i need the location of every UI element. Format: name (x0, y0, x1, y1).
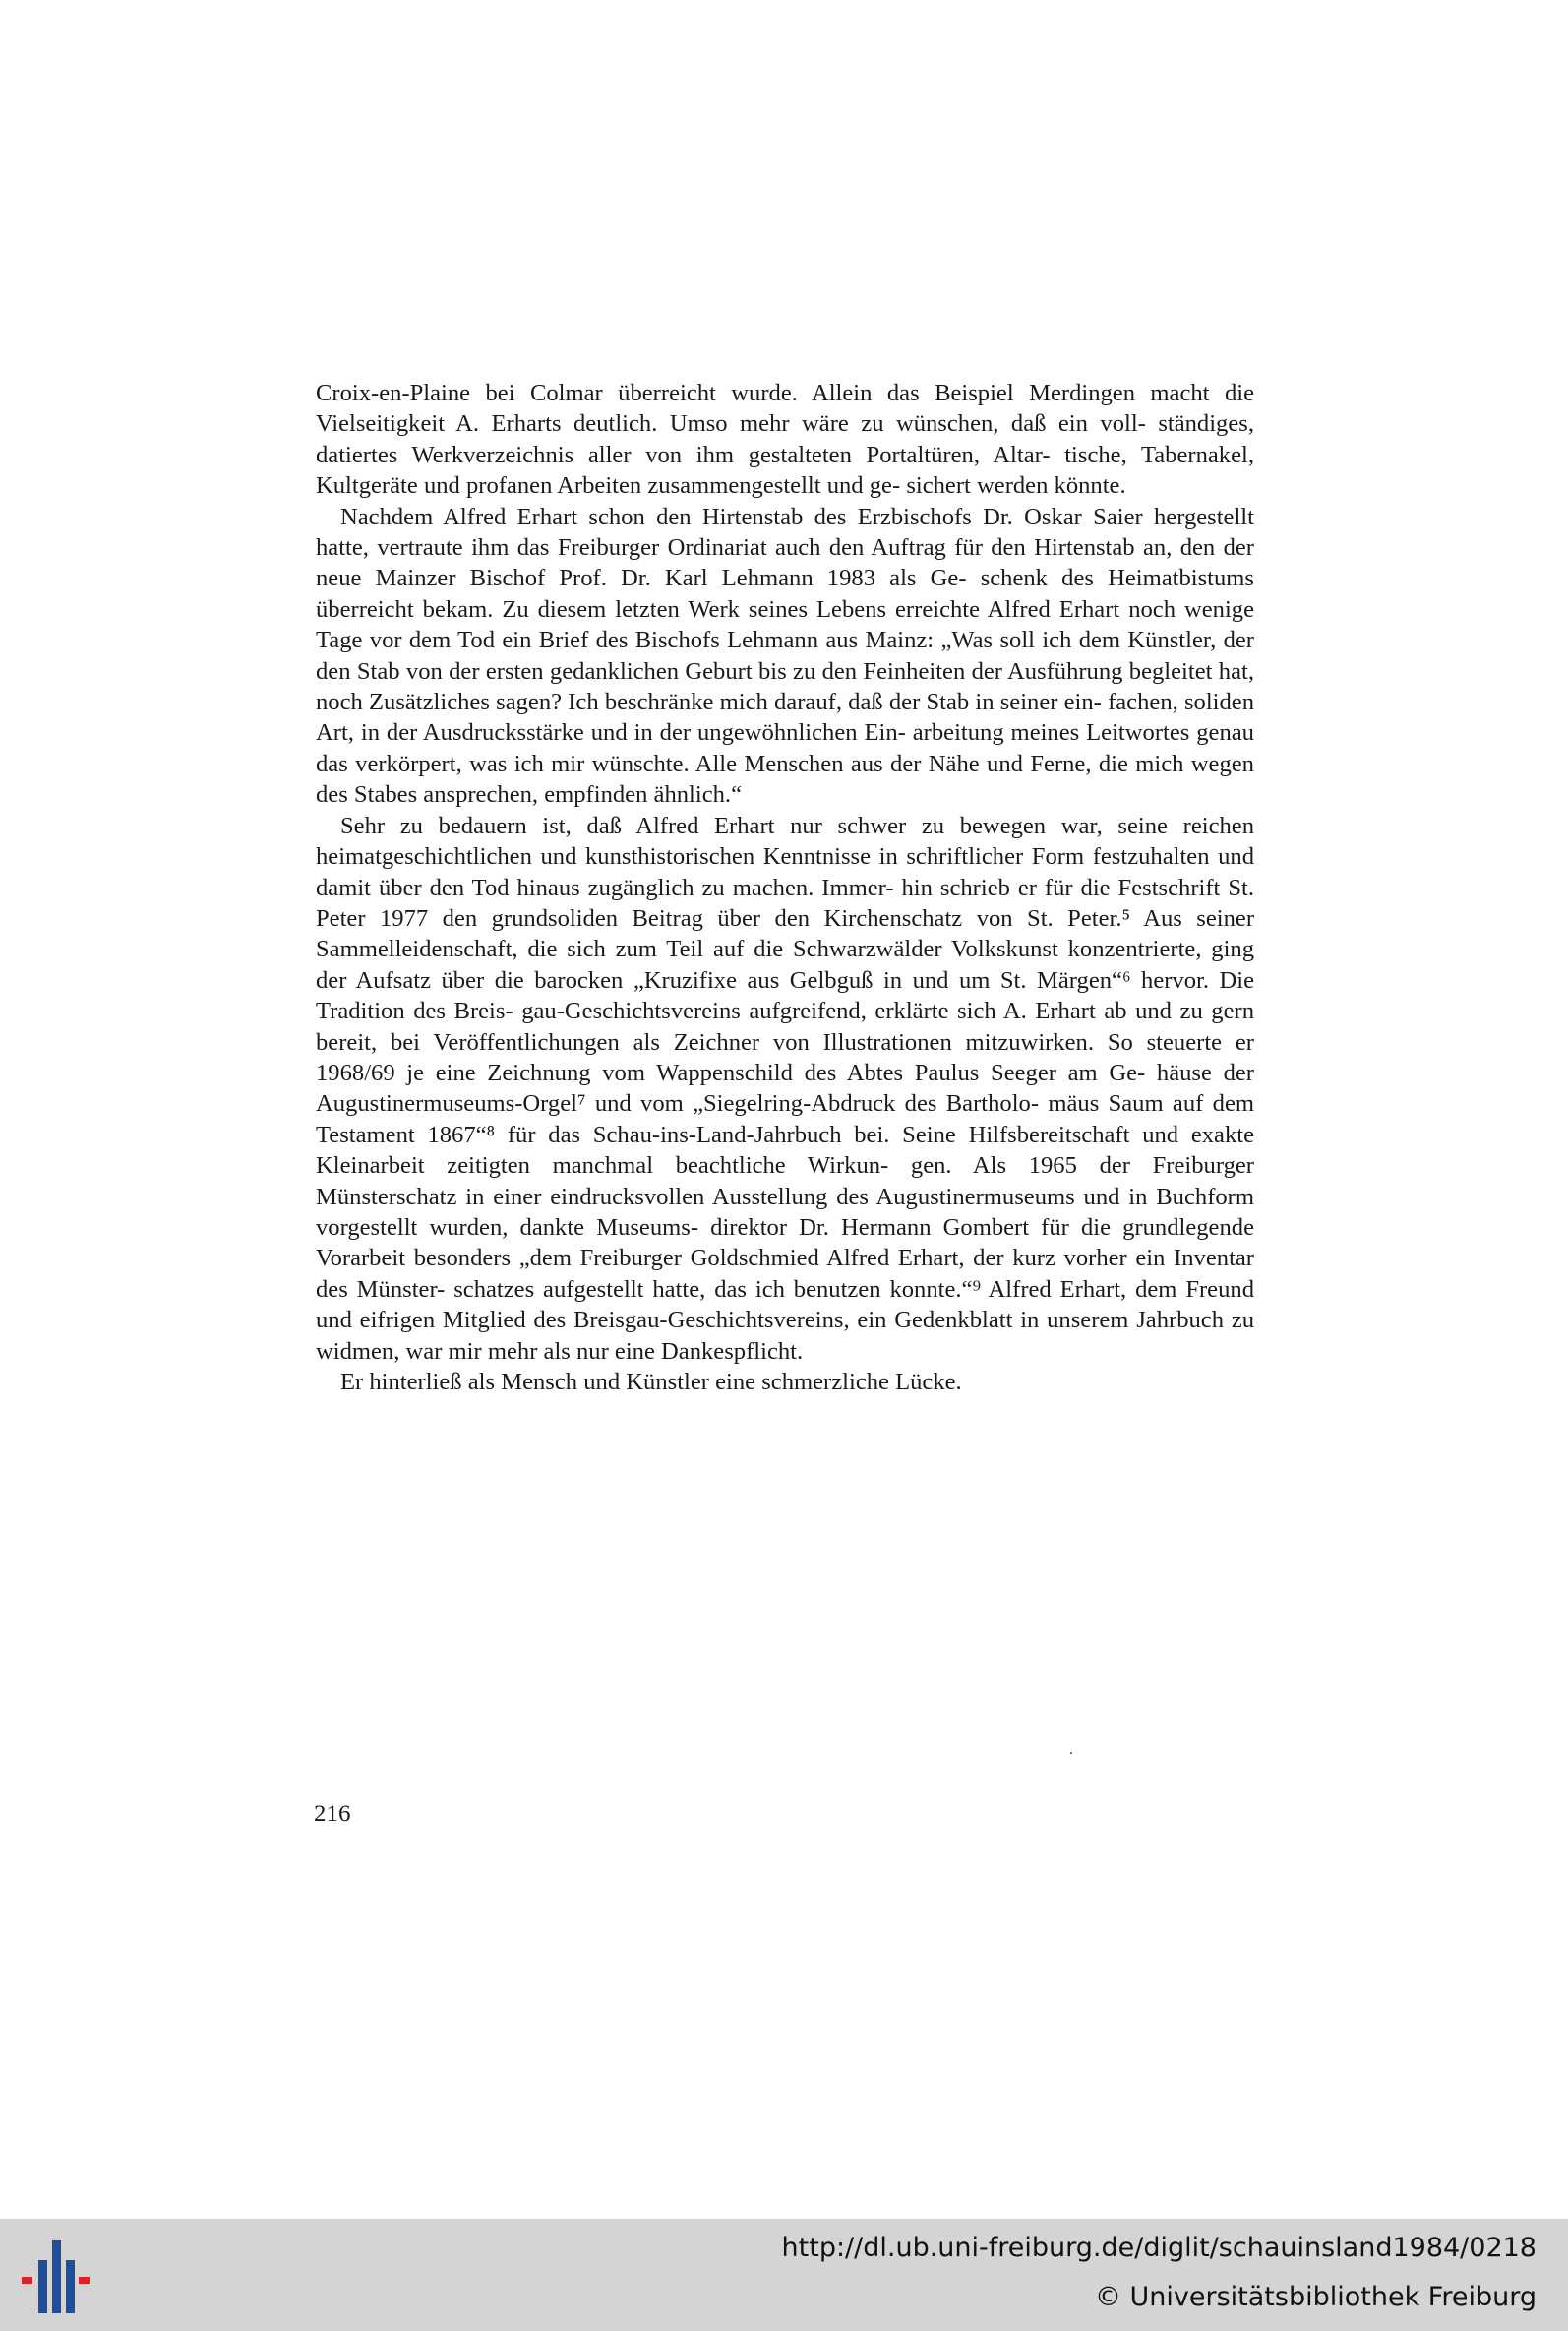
text-line: Menschen aus der Nähe und Ferne, die mich wegen des Stabes ansprechen, (316, 750, 1254, 809)
text-line: bei Veröffentlichungen als Zeichner von Illustrationen mitzuwirken. So steuerte er (390, 1028, 1254, 1056)
text-line: Er hinterließ als Mensch und Künstler eine schmerzliche Lücke. (340, 1369, 962, 1395)
text-line: die Schwarzwälder Volkskunst konzentrierte, ging der Aufsatz über die barocken (316, 936, 1254, 994)
ub-freiburg-logo-icon (20, 2233, 98, 2321)
text-line: die Vielseitigkeit A. Erharts deutlich. Umso mehr wäre zu wünschen, daß ein voll- (316, 380, 1255, 438)
source-url-link[interactable]: http://dl.ub.uni-freiburg.de/diglit/schauinsland1984/0218 (781, 2233, 1537, 2263)
text-line: empfinden ähnlich.“ (544, 781, 742, 809)
text-line: Form festzuhalten und damit über den Tod hinaus zugänglich zu machen. Immer- (316, 843, 1255, 901)
text-line: fachen, soliden Art, in der Ausdrucksstärke und in der ungewöhnlichen Ein- (316, 689, 1254, 747)
text-line: häuse der Augustinermuseums-Orgel⁷ und vom „Siegelring-Abdruck des Bartholo- (316, 1059, 1254, 1118)
page-number: 216 (314, 1801, 351, 1827)
text-line: hin schrieb er für die Festschrift St. Peter 1977 den grundsoliden Beitrag über den (316, 874, 1255, 932)
text-line: arbeitung meines Leitwortes genau das verkörpert, was ich mir wünschte. Alle (316, 719, 1254, 777)
text-line: 1968/69 je eine Zeichnung vom Wappenschild des Abtes Paulus Seeger am Ge- (316, 1059, 1146, 1086)
text-line: schenk des Heimatbistums überreicht bekam. Zu diesem letzten Werk seines (316, 565, 1255, 623)
text-line: Hirtenstab an, den der neue Mainzer Bischof Prof. Dr. Karl Lehmann 1983 als Ge- (316, 534, 1254, 592)
text-line: hergestellt hatte, vertraute ihm das Freiburger Ordinariat auch den Auftrag für den (316, 503, 1254, 562)
text-line: schatzes aufgestellt hatte, das ich benutzen konnte.“⁹ Alfred Erhart, dem Freund (453, 1275, 1254, 1303)
text-line: Jahrbuch zu widmen, war mir mehr als nur eine Dankespflicht. (316, 1307, 1254, 1365)
text-line: mäus Saum auf dem Testament 1867“⁸ für das Schau-ins-Land-Jahrbuch bei. Seine (316, 1090, 1254, 1148)
text-line: Freiburger Goldschmied Alfred Erhart, der kurz vorher ein Inventar des Münster- (316, 1245, 1255, 1303)
text-line: Croix-en-Plaine bei Colmar überreicht wurde. Allein das Beispiel Merdingen macht (316, 380, 1210, 406)
paragraph (316, 378, 1254, 502)
text-line: reichen heimatgeschichtlichen und kunsthistorischen Kenntnisse in schriftlicher (316, 812, 1254, 871)
text-line: tische, Tabernakel, Kultgeräte und profanen Arbeiten zusammengestellt und ge- (316, 441, 1254, 500)
text-line: Sehr zu bedauern ist, daß Alfred Erhart nur schwer zu bewegen war, seine (340, 812, 1168, 839)
text-line: Kirchenschatz von St. Peter.⁵ Aus seiner Sammelleidenschaft, die sich zum Teil auf (316, 904, 1255, 963)
text-line: gen. Als 1965 der Freiburger Münsterschatz in einer eindrucksvollen Ausstellung (316, 1152, 1254, 1210)
text-line: direktor Dr. Hermann Gombert für die grundlegende Vorarbeit besonders „dem (316, 1213, 1254, 1272)
text-line: Bischofs Lehmann aus Mainz: „Was soll ich dem Künstler, der den Stab von der (316, 627, 1254, 685)
text-line: „Kruzifixe aus Gelbguß in und um St. Märgen“⁶ hervor. Die Tradition des Breis- (316, 966, 1254, 1025)
text-line: und eifrigen Mitglied des Breisgau-Geschichtsvereins, ein Gedenkblatt in unserem (316, 1307, 1129, 1334)
text-line: noch Zusätzliches sagen? Ich beschränke mich darauf, daß der Stab in seiner ein- (316, 689, 1102, 716)
copyright-notice: © Universitätsbibliothek Freiburg (1094, 2282, 1537, 2312)
article-text (316, 378, 1254, 1397)
text-line: Hilfsbereitschaft und exakte Kleinarbeit zeitigten manchmal beachtliche Wirkun- (316, 1121, 1254, 1180)
text-line: sichert werden könnte. (906, 472, 1126, 500)
text-line: Lebens erreichte Alfred Erhart noch wenige Tage vor dem Tod ein Brief des (316, 595, 1255, 654)
paragraph (316, 502, 1254, 811)
print-speck (1070, 1752, 1072, 1754)
text-line: ständiges, datiertes Werkverzeichnis aller von ihm gestalteten Portaltüren, Altar- (316, 410, 1254, 468)
paragraph (316, 1367, 1254, 1397)
text-line: des Augustinermuseums und in Buchform vorgestellt wurden, dankte Museums- (316, 1183, 1255, 1241)
text-line: gau-Geschichtsvereins aufgreifend, erklärte sich A. Erhart ab und zu gern bereit, (316, 998, 1254, 1056)
paragraph (316, 811, 1254, 1367)
text-line: ersten gedanklichen Geburt bis zu den Feinheiten der Ausführung begleitet hat, (485, 657, 1254, 685)
text-line: Nachdem Alfred Erhart schon den Hirtenstab des Erzbischofs Dr. Oskar Saier (340, 503, 1143, 530)
footer-bar (0, 2219, 1568, 2331)
